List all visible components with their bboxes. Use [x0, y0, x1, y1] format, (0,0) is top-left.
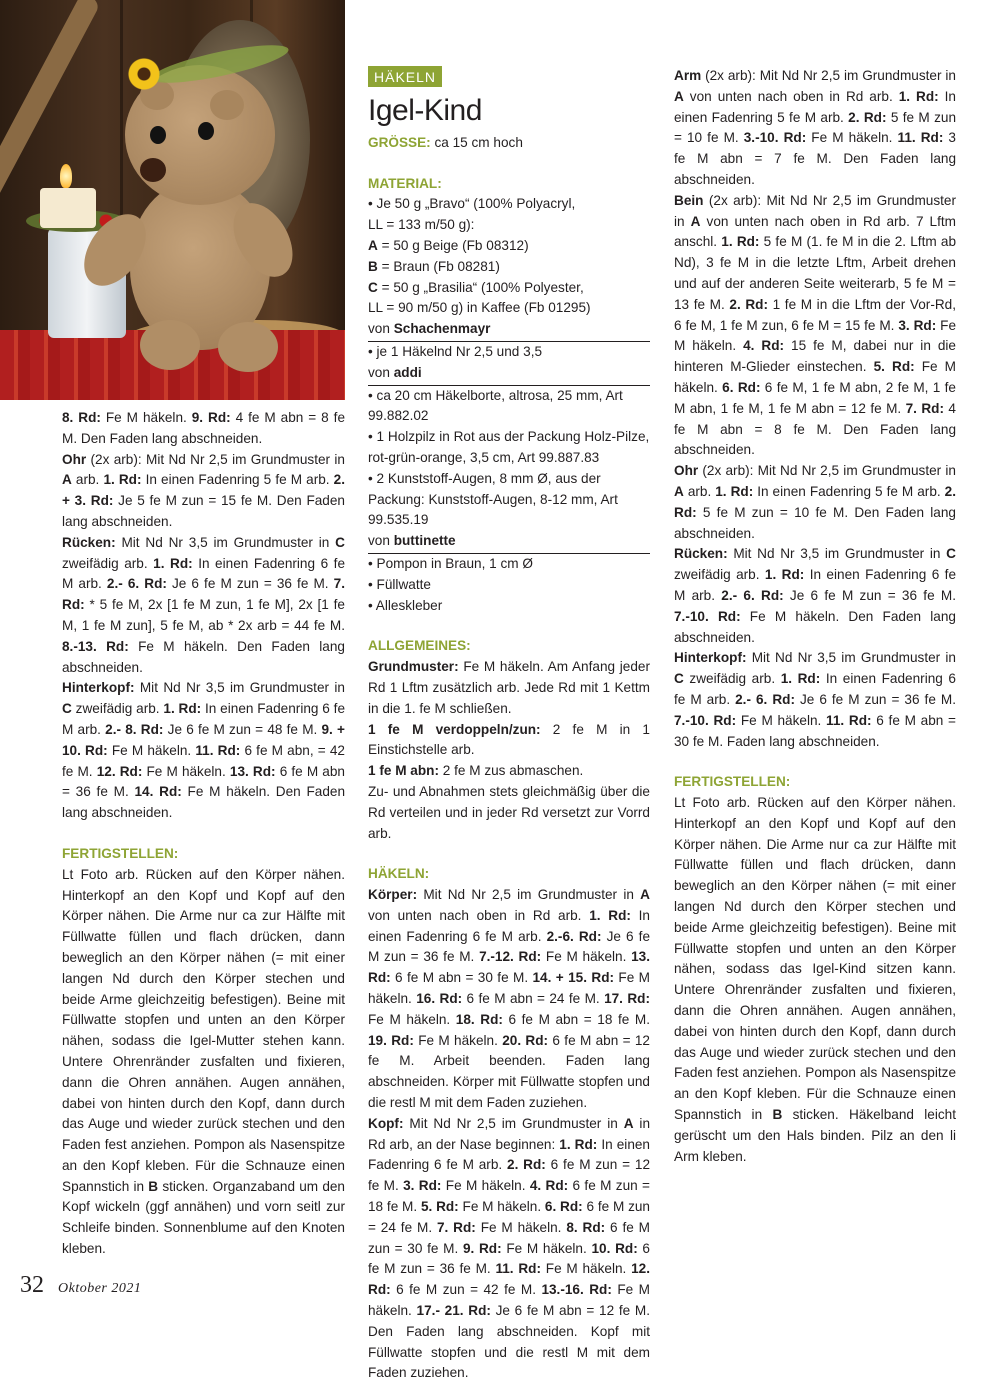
general-basic-pattern: Grundmuster: Fe M häkeln. Am Anfang jeder Rd 1 Lftm zusätzlich arb. Jede Rd mit 1 Kettm in die 1. fe M schließen.	[368, 659, 650, 716]
back-instructions: Rücken: Mit Nd Nr 3,5 im Grundmuster in C zweifädig arb. 1. Rd: In einen Fadenring 6 fe M arb. 2.- 6. Rd: Je 6 fe M zun = 36 fe M. 7.-10. Rd: Fe M häkeln. Den Faden lang abschneiden.	[674, 546, 957, 645]
material-heading: MATERIAL:	[368, 175, 442, 191]
yarn-line: LL = 90 m/50 g) in Kaffee (Fb 01295)	[368, 300, 591, 316]
prev-continuation: 8. Rd: Fe M häkeln. 9. Rd: 4 fe M abn = 8 fe M. Den Faden lang abschneiden.	[62, 410, 345, 446]
hook-item: • je 1 Häkelnd Nr 2,5 und 3,5	[368, 343, 543, 359]
article-title: Igel-Kind	[368, 93, 482, 127]
column-middle	[368, 66, 650, 1384]
buttinette-item-list	[368, 554, 650, 616]
body-instructions: Körper: Mit Nd Nr 2,5 im Grundmuster in A von unten nach oben in Rd arb. 1. Rd: In einen Fadenring 6 fe M arb. 2.-6. Rd: Je 6 fe M zun = 36 fe M. 7.-12. Rd: Fe M häkeln. 13. Rd: 6 fe M abn = 30 fe M. 14. + 15. Rd: Fe M häkeln. 16. Rd: 6 fe M abn = 24 fe M. 17. Rd: Fe M häkeln. 18. Rd: 6 fe M abn = 18 fe M. 19. Rd: Fe M häkeln. 20. Rd: 6 fe M abn = 12 fe M. Arbeit beenden. Faden lang abschneiden. Körper mit Füllwatte stopfen und die restl M mit dem Faden zuziehen.	[368, 887, 651, 1111]
photo-crochet-hedgehog	[0, 0, 345, 400]
yarn-line: B = Braun (Fb 08281)	[368, 258, 500, 274]
prev-finishing-heading: FERTIGSTELLEN:	[62, 845, 179, 861]
vendor-schachenmayr: von Schachenmayr	[368, 319, 650, 342]
finishing-text: Lt Foto arb. Rücken auf den Körper nähen. Hinterkopf an den Kopf und Kopf auf den Körper nähen. Die Arme nur ca zur Hälfte mit Füllwatte füllen und flach drücken, dann beweglich an den Körper nähen (= mit einer langen Nd durch den Körper stechen und beide Arme gleichzeitig befestigen). Beine mit Füllwatte stopfen und unten an den Körper nähen, sodass das Igel-Kind sitzen kann. Untere Ohrenränder zusfalten und fixieren, dann die Ohren annähen. Augen annähen, dabei von hinten durch den Kopf, dann durch das Auge und wieder zurück stechen und den Faden fest anziehen. Pompon als Nasenspitze an den Kopf kleben. Für die Schnauze einen Spannstich in B sticken. Häkelband leicht gerüscht um den Hals binden. Pilz an den li Arm kleben.	[674, 795, 956, 1164]
ear-instructions: Ohr (2x arb): Mit Nd Nr 2,5 im Grundmuster in A arb. 1. Rd: In einen Fadenring 5 fe M arb. 2. Rd: 5 fe M zun = 10 fe M. Den Faden lang abschneiden.	[674, 463, 956, 541]
general-note: Zu- und Abnahmen stets gleichmäßig über die Rd verteilen und in jeder Rd versetzt zur Vorrd arb.	[368, 783, 650, 841]
material-item: • Alleskleber	[368, 597, 443, 613]
vendor-buttinette: von buttinette	[368, 531, 650, 554]
material-item: • 1 Holzpilz in Rot aus der Packung Holz-Pilze, rot-grün-orange, 3,5 cm, Art 99.887.83	[368, 429, 650, 465]
sunflower-icon	[126, 56, 162, 92]
general-increase: 1 fe M verdoppeln/zun: 2 fe M in 1 Einstichstelle arb.	[368, 721, 650, 758]
size-text: ca 15 cm hoch	[430, 134, 523, 150]
prev-back: Rücken: Mit Nd Nr 3,5 im Grundmuster in C zweifädig arb. 1. Rd: In einen Fadenring 6 fe M arb. 2.- 6. Rd: Je 6 fe M zun = 36 fe M. 7. Rd: * 5 fe M, 2x [1 fe M zun, 1 fe M], 2x [1 fe M, 1 fe M zun], 5 fe M, ab * 2x arb = 44 fe M. 8.-13. Rd: Fe M häkeln. Den Faden lang abschneiden.	[62, 534, 346, 675]
category-tag: HÄKELN	[368, 66, 442, 87]
prev-back-of-head: Hinterkopf: Mit Nd Nr 3,5 im Grundmuster in C zweifädig arb. 1. Rd: In einen Fadenring 6 fe M arb. 2.- 8. Rd: Je 6 fe M zun = 48 fe M. 9. + 10. Rd: Fe M häkeln. 11. Rd: 6 fe M abn, = 42 fe M. 12. Rd: Fe M häkeln. 13. Rd: 6 fe M abn = 36 fe M. 14. Rd: Fe M häkeln. Den Faden lang abschneiden.	[62, 680, 346, 821]
column-right	[674, 66, 956, 1167]
material-item: • Füllwatte	[368, 576, 431, 592]
general-decrease: 1 fe M abn: 2 fe M zus abmaschen.	[368, 763, 584, 779]
page-footer	[20, 1272, 141, 1308]
general-heading: ALLGEMEINES:	[368, 638, 471, 654]
yarn-line: C = 50 g „Brasilia“ (100% Polyester,	[368, 279, 584, 295]
yarn-line: A = 50 g Beige (Fb 08312)	[368, 237, 529, 253]
arm-instructions: Arm (2x arb): Mit Nd Nr 2,5 im Grundmuster in A von unten nach oben in Rd arb. 1. Rd: In einen Fadenring 5 fe M arb. 2. Rd: 5 fe M zun = 10 fe M. 3.-10. Rd: Fe M häkeln. 11. Rd: 3 fe M abn = 7 fe M. Den Faden lang abschneiden.	[674, 68, 957, 187]
prev-finishing-text: Lt Foto arb. Rücken auf den Körper nähen. Hinterkopf an den Kopf und Kopf auf den Körper nähen. Die Arme nur ca zur Hälfte mit Füllwatte füllen und flach drücken, dann beweglich an den Körper nähen (= mit einer langen Nd durch den Körper stechen und beide Arme gleichzeitig befestigen). Beine mit Füllwatte stopfen und unten an den Körper nähen, sodass die Igel-Mutter stehen kann. Untere Ohrenränder zusfalten und fixieren, dann die Ohren annähen. Augen annähen, dabei von hinten durch den Kopf, dann durch das Auge und wieder zurück stechen und den Faden fest anziehen. Pompon als Nasenspitze an den Kopf kleben. Für die Schnauze einen Spannstich in B sticken. Organzaband um den Kopf wickeln (ggf annähen) und vorn seitl zur Schleife binden. Sonnenblume auf den Knoten kleben.	[62, 866, 345, 1257]
head-instructions: Kopf: Mit Nd Nr 2,5 im Grundmuster in A in Rd arb, an der Nase beginnen: 1. Rd: In einen Fadenring 6 fe M arb. 2. Rd: 6 fe M zun = 12 fe M. 3. Rd: Fe M häkeln. 4. Rd: 6 fe M zun = 18 fe M. 5. Rd: Fe M häkeln. 6. Rd: 6 fe M zun = 24 fe M. 7. Rd: Fe M häkeln. 8. Rd: 6 fe M zun = 30 fe M. 9. Rd: Fe M häkeln. 10. Rd: 6 fe M zun = 36 fe M. 11. Rd: Fe M häkeln. 12. Rd: 6 fe M zun = 42 fe M. 13.-16. Rd: Fe M häkeln. 17.- 21. Rd: Je 6 fe M abn = 12 fe M. Den Faden lang abschneiden. Kopf mit Füllwatte stopfen und die restl M mit dem Faden zuziehen.	[368, 1115, 651, 1381]
vendor-addi: von addi	[368, 363, 650, 386]
candle	[40, 188, 96, 228]
finishing-heading: FERTIGSTELLEN:	[674, 774, 791, 790]
yarn-line: LL = 133 m/50 g):	[368, 217, 475, 233]
yarn-list	[368, 194, 650, 319]
issue-date: Oktober 2021	[58, 1281, 142, 1296]
yarn-line: • Je 50 g „Bravo“ (100% Polyacryl,	[368, 196, 576, 212]
prev-ear: Ohr (2x arb): Mit Nd Nr 2,5 im Grundmuster in A arb. 1. Rd: In einen Fadenring 5 fe M arb. 2. + 3. Rd: Je 5 fe M zun = 15 fe M. Den Faden lang abschneiden.	[62, 451, 346, 529]
crochet-heading: HÄKELN:	[368, 866, 430, 882]
material-item: • ca 20 cm Häkelborte, altrosa, 25 mm, Art 99.882.02	[368, 387, 623, 424]
hedgehog-nose	[140, 158, 166, 182]
material-item: • Pompon in Braun, 1 cm Ø	[368, 555, 533, 571]
column-left	[62, 408, 345, 1260]
addi-item-list	[368, 386, 650, 532]
back-of-head-instructions: Hinterkopf: Mit Nd Nr 3,5 im Grundmuster in C zweifädig arb. 1. Rd: In einen Fadenring 6 fe M arb. 2.- 6. Rd: Je 6 fe M zun = 36 fe M. 7.-10. Rd: Fe M häkeln. 11. Rd: 6 fe M abn = 30 fe M. Faden lang abschneiden.	[674, 650, 957, 749]
material-item: • 2 Kunststoff-Augen, 8 mm Ø, aus der Packung: Kunststoff-Augen, 8-12 mm, Art 99.535.19	[368, 470, 618, 528]
size-label: GRÖSSE:	[368, 134, 431, 150]
leg-instructions: Bein (2x arb): Mit Nd Nr 2,5 im Grundmuster in A von unten nach oben in Rd arb. 7 Lftm anschl. 1. Rd: 5 fe M (1. fe M in die 2. Lftm ab Nd), 3 fe M in die letzte Lftm, Arbeit drehen und auf der anderen Seite weiterarb, 5 fe M = 13 fe M. 2. Rd: 1 fe M in die Lftm der Vor-Rd, 6 fe M, 1 fe M zun, 6 fe M = 15 fe M. 3. Rd: Fe M häkeln. 4. Rd: 15 fe M, dabei nur in die hinteren M-Glieder einstechen. 5. Rd: Fe M häkeln. 6. Rd: 6 fe M, 1 fe M abn, 2 fe M, 1 fe M abn, 1 fe M, 1 fe M abn = 12 fe M. 7. Rd: 4 fe M abn = 8 fe M. Den Faden lang abschneiden.	[674, 192, 957, 458]
page-number: 32	[20, 1272, 44, 1298]
